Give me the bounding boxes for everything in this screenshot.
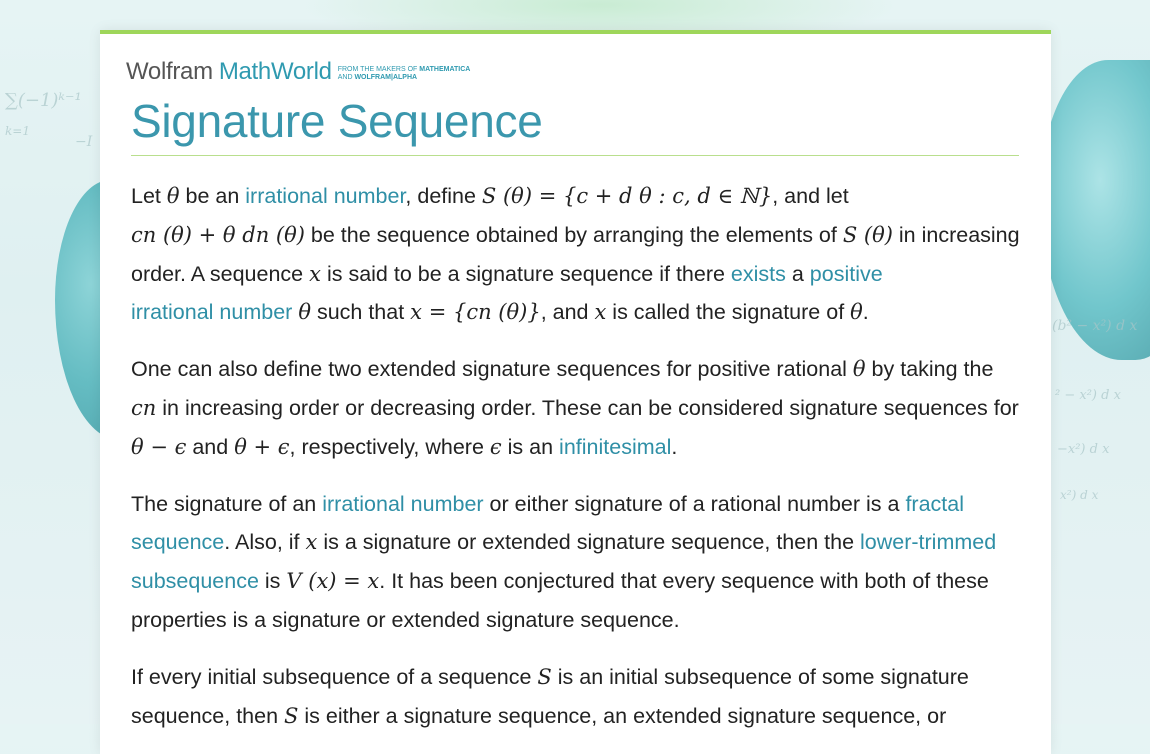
background-formula: −I xyxy=(75,134,93,150)
logo-mathworld-text: MathWorld xyxy=(218,58,332,85)
body-text: in increasing order or decreasing order. These can be considered signature sequences for xyxy=(156,395,1019,420)
body-text: is an initial subsequence of some signature sequence, then xyxy=(131,664,969,728)
body-text: is an xyxy=(501,434,560,459)
body-text: a xyxy=(785,261,810,286)
background-formula: −x²) d x xyxy=(1057,442,1110,457)
math-expression: θ xyxy=(850,300,863,325)
page-title: Signature Sequence xyxy=(131,95,543,147)
logo-tagline xyxy=(338,66,471,82)
paragraph xyxy=(131,350,1023,466)
background-formula: ∑(−1)ᵏ⁻¹ xyxy=(5,90,82,111)
body-text: One can also define two extended signature sequences for positive rational xyxy=(131,357,853,382)
math-expression: V (x) = x xyxy=(286,569,380,594)
math-expression: S xyxy=(537,664,552,689)
link-infinitesimal[interactable]: infinitesimal xyxy=(559,434,672,459)
background-shape-right xyxy=(1040,60,1150,360)
link-exists[interactable]: exists xyxy=(730,261,786,286)
article-card xyxy=(100,30,1051,754)
math-expression: θ xyxy=(852,357,866,382)
math-expression: ϵ xyxy=(489,434,502,459)
logo-wolfram-text: Wolfram xyxy=(126,58,213,85)
tagline-text: AND xyxy=(337,74,353,81)
math-expression: x xyxy=(594,300,607,325)
link-irrational-number[interactable]: irrational number xyxy=(131,300,293,325)
body-text: The signature of an xyxy=(131,491,323,516)
body-text: be an xyxy=(179,184,246,208)
body-text: is either a signature sequence, an extended signature sequence, or xyxy=(298,703,947,728)
body-text: in increasing order. A sequence xyxy=(131,222,1020,286)
link-fractal-sequence[interactable]: fractal sequence xyxy=(131,491,964,555)
link-lower-trimmed-subsequence[interactable]: lower-trimmed subsequence xyxy=(131,530,997,594)
body-text: or either signature of a rational number is a xyxy=(483,491,906,516)
body-text: be the sequence obtained by arranging the elements of xyxy=(304,222,843,247)
background-formula: x²) d x xyxy=(1060,488,1099,502)
body-text: Let xyxy=(131,184,167,208)
math-expression: θ + ϵ xyxy=(234,434,290,459)
body-text: . xyxy=(862,300,869,325)
math-expression: S xyxy=(284,703,299,728)
math-expression: θ xyxy=(166,184,180,208)
body-text: . It has been conjectured that every sequence with both of these properties is a signature or extended signature sequence. xyxy=(131,569,989,632)
tagline-text: FROM THE MAKERS OF xyxy=(337,66,418,73)
math-expression: S (θ) = {c + d θ : c, d ∈ ℕ} xyxy=(481,184,773,208)
math-expression: x xyxy=(305,530,318,555)
math-expression: θ − ϵ xyxy=(131,434,187,459)
link-irrational-number[interactable]: irrational number xyxy=(245,184,406,208)
body-text: is said to be a signature sequence if there xyxy=(320,261,731,286)
paragraph xyxy=(131,177,1023,332)
article-body xyxy=(131,177,1023,753)
math-expression: x xyxy=(309,261,321,286)
tagline-bold: WOLFRAM|ALPHA xyxy=(354,74,418,81)
title-divider xyxy=(131,155,1019,156)
math-expression: cn (θ) + θ dn (θ) xyxy=(131,222,305,247)
body-text: and xyxy=(186,434,235,459)
tagline-bold: MATHEMATICA xyxy=(419,66,471,73)
body-text: such that xyxy=(310,300,411,325)
background-formula: ² − x²) d x xyxy=(1055,388,1121,403)
math-expression: cn xyxy=(131,395,157,420)
body-text: , and let xyxy=(772,184,849,208)
body-text: . xyxy=(671,434,678,459)
body-text: is called the signature of xyxy=(606,300,851,325)
math-expression: θ xyxy=(298,300,311,325)
body-text: is xyxy=(258,569,287,594)
body-text: . Also, if xyxy=(224,530,306,555)
paragraph xyxy=(131,485,1023,640)
background-formula: k=1 xyxy=(5,124,30,138)
body-text: , respectively, where xyxy=(289,434,490,459)
site-logo[interactable] xyxy=(126,58,470,86)
body-text: , define xyxy=(405,184,482,208)
math-expression: x = {cn (θ)} xyxy=(410,300,541,325)
body-text: is a signature or extended signature sequence, then the xyxy=(317,530,861,555)
background-formula: (b² − x²) d x xyxy=(1052,318,1138,334)
body-text: , and xyxy=(540,300,595,325)
body-text: If every initial subsequence of a sequence xyxy=(131,664,538,689)
body-text: by taking the xyxy=(865,357,994,382)
math-expression: S (θ) xyxy=(842,222,893,247)
link-positive[interactable]: positive xyxy=(809,261,883,286)
link-irrational-number[interactable]: irrational number xyxy=(322,491,484,516)
